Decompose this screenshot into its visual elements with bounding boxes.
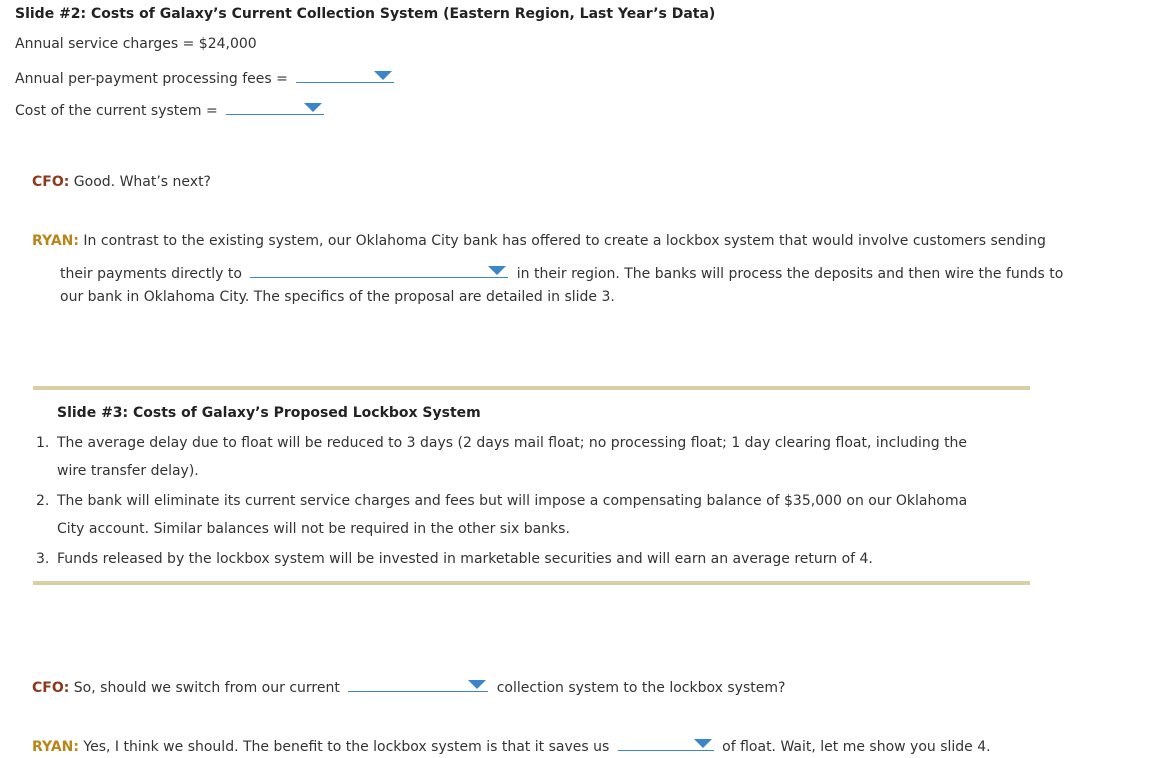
dialog-text: So, should we switch from our current (73, 680, 340, 696)
speaker-ryan: RYAN: (32, 739, 79, 755)
slide3-bottom-divider (33, 581, 1030, 585)
cost-current-label: Cost of the current system = (15, 103, 218, 119)
ryan-dialog-1-line2 (60, 261, 1063, 282)
slide3-item-2-line2: City account. Similar balances will not be required in the other six banks. (57, 521, 570, 537)
slide3-item-2-line1: The bank will eliminate its current service charges and fees but will impose a compensating balance of $35,000 on our Oklahoma (57, 493, 968, 509)
chevron-down-icon (468, 680, 486, 689)
ryan-dialog-2 (32, 734, 991, 755)
chevron-down-icon (488, 266, 506, 275)
processing-fees-label: Annual per-payment processing fees = (15, 71, 288, 87)
speaker-cfo: CFO: (32, 174, 70, 190)
processing-fees-dropdown[interactable] (296, 66, 394, 83)
current-system-dropdown[interactable] (348, 675, 488, 692)
slide3-title: Slide #3: Costs of Galaxy’s Proposed Lockbox System (57, 405, 481, 421)
dialog-text: In contrast to the existing system, our Oklahoma City bank has offered to create a lockbox system that would involve customers sending (83, 233, 1046, 249)
slide3-item-3-num: 3. (36, 551, 50, 567)
dialog-text: in their region. The banks will process the deposits and then wire the funds to (516, 266, 1064, 282)
slide3-item-2-num: 2. (36, 493, 50, 509)
chevron-down-icon (304, 103, 322, 112)
chevron-down-icon (694, 739, 712, 748)
slide3-item-1-num: 1. (36, 435, 50, 451)
dialog-text: their payments directly to (60, 266, 242, 282)
cfo-dialog-1 (32, 174, 211, 190)
payment-destination-dropdown[interactable] (250, 261, 508, 278)
slide3-item-1-line1: The average delay due to float will be reduced to 3 days (2 days mail float; no processing float; 1 day clearing float, including the (57, 435, 968, 451)
cost-current-row (15, 98, 328, 119)
float-savings-dropdown[interactable] (618, 734, 714, 751)
dialog-text: Good. What’s next? (73, 174, 211, 190)
chevron-down-icon (374, 71, 392, 80)
service-charges-text: Annual service charges = $24,000 (15, 36, 257, 52)
dialog-text: collection system to the lockbox system? (496, 680, 786, 696)
cfo-dialog-2 (32, 675, 785, 696)
slide3-item-3-line1: Funds released by the lockbox system will be invested in marketable securities and will earn an average return of 4. (57, 551, 873, 567)
slide3-item-1-line2: wire transfer delay). (57, 463, 199, 479)
cost-current-dropdown[interactable] (226, 98, 324, 115)
ryan-dialog-1-line1 (32, 233, 1046, 249)
dialog-text: Yes, I think we should. The benefit to the lockbox system is that it saves us (83, 739, 610, 755)
processing-fees-row (15, 66, 398, 87)
speaker-cfo: CFO: (32, 680, 70, 696)
speaker-ryan: RYAN: (32, 233, 79, 249)
slide3-top-divider (33, 386, 1030, 390)
dialog-text: of float. Wait, let me show you slide 4. (722, 739, 991, 755)
ryan-dialog-1-line3: our bank in Oklahoma City. The specifics of the proposal are detailed in slide 3. (60, 289, 615, 305)
slide2-title: Slide #2: Costs of Galaxy’s Current Collection System (Eastern Region, Last Year’s Data) (15, 6, 716, 22)
